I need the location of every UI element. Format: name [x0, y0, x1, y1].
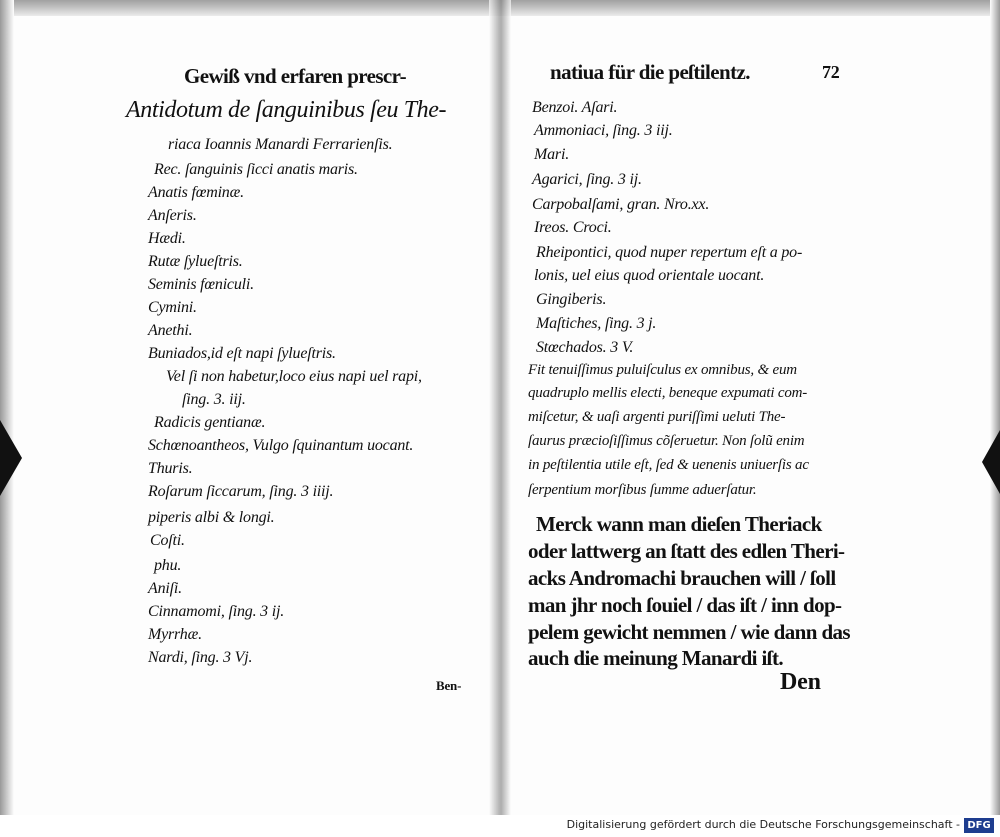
left-running-head: Gewiß vnd erfaren prescr- [184, 64, 406, 88]
recipe-line: Carpobalſami, gran. Nro.xx. [532, 196, 710, 213]
german-note-line: auch die meinung Manardi iſt. [528, 646, 784, 670]
instruction-line: Fit tenuiſſimus puluiſculus ex omnibus, & eum [528, 362, 797, 378]
recipe-line: Ireos. Croci. [534, 219, 612, 236]
german-note-line: acks Andromachi brauchen will / ſoll [528, 566, 836, 590]
recipe-line: lonis, uel eius quod orientale uocant. [534, 267, 765, 284]
recipe-line: Buniados,id eſt napi ſylueſtris. [148, 345, 336, 362]
recipe-line: Thuris. [148, 460, 193, 477]
recipe-line: phu. [154, 557, 182, 574]
recipe-line: Vel ſi non habetur,loco eius napi uel rapi, [166, 368, 422, 385]
recipe-line: Stœchados. 3 V. [536, 339, 634, 356]
recipe-line: Nardi, ſing. 3 Vj. [148, 649, 253, 666]
recipe-line: Gingiberis. [536, 291, 607, 308]
recipe-line: Coſti. [150, 532, 185, 549]
recipe-line: Anethi. [148, 322, 193, 339]
recipe-line: Cymini. [148, 299, 197, 316]
recipe-line: Agarici, ſing. 3 ij. [532, 171, 642, 188]
left-page-edge [0, 0, 14, 815]
recipe-line: Hædi. [148, 230, 186, 247]
recipe-line: Aniſi. [148, 580, 182, 597]
recipe-line: Myrrhæ. [148, 626, 202, 643]
footer-bar [0, 815, 1000, 837]
right-running-head: natiua für die peſtilentz. [550, 60, 750, 84]
right-page-edge [990, 0, 1000, 815]
recipe-line: Schœnoantheos, Vulgo ſquinantum uocant. [148, 437, 414, 454]
recipe-line: Seminis fœniculi. [148, 276, 254, 293]
treatise-title: Antidotum de ſanguinibus ſeu The- [126, 97, 447, 123]
instruction-line: ſaurus præcioſiſſimus cõſeruetur. Non ſolũ enim [528, 433, 805, 449]
right-catchword: Den [780, 669, 821, 695]
instruction-line: quadruplo mellis electi, beneque expumati com- [528, 385, 808, 401]
recipe-line: Benzoi. Aſari. [532, 99, 618, 116]
recipe-line: Mari. [534, 146, 570, 163]
german-note-line: man jhr noch ſouiel / das iſt / inn dop- [528, 593, 842, 617]
recipe-line: Roſarum ſiccarum, ſing. 3 iiij. [148, 483, 334, 500]
recipe-line: Ammoniaci, ſing. 3 iij. [534, 122, 673, 139]
recipe-line: Anatis fœminæ. [148, 184, 244, 201]
left-edge-shadow-mark [0, 420, 22, 496]
left-catchword: Ben- [436, 678, 462, 693]
book-gutter [489, 0, 511, 815]
german-note-line: oder lattwerg an ſtatt des edlen Theri- [528, 539, 845, 563]
right-edge-shadow-mark [982, 430, 1000, 494]
recipe-line: Maſtiches, ſing. 3 j. [536, 315, 657, 332]
instruction-line: miſcetur, & uaſi argenti puriſſimi ueluti The- [528, 409, 786, 425]
recipe-line: ſing. 3. iij. [182, 391, 246, 408]
recipe-line: Cinnamomi, ſing. 3 ij. [148, 603, 285, 620]
german-note-line: Merck wann man dieſen Theriack [536, 512, 822, 536]
dfg-logo: DFG [964, 818, 994, 833]
recipe-line: Radicis gentianæ. [154, 414, 266, 431]
instruction-line: in peſtilentia utile eſt, ſed & uenenis uniuerſis ac [528, 457, 809, 473]
page-number: 72 [822, 62, 840, 82]
treatise-subtitle: riaca Ioannis Manardi Ferrarienſis. [168, 136, 393, 153]
instruction-line: ſerpentium morſibus ſumme aduerſatur. [528, 482, 757, 498]
recipe-line: Rec. ſanguinis ſicci anatis maris. [154, 161, 358, 178]
recipe-line: Rheipontici, quod nuper repertum eſt a po- [536, 244, 803, 261]
recipe-line: Anſeris. [148, 207, 197, 224]
recipe-line: Rutæ ſylueſtris. [148, 253, 243, 270]
recipe-line: piperis albi & longi. [148, 509, 275, 526]
funding-credit: Digitalisierung gefördert durch die Deutsche Forschungsgemeinschaft - [566, 818, 960, 831]
german-note-line: pelem gewicht nemmen / wie dann das [528, 620, 850, 644]
